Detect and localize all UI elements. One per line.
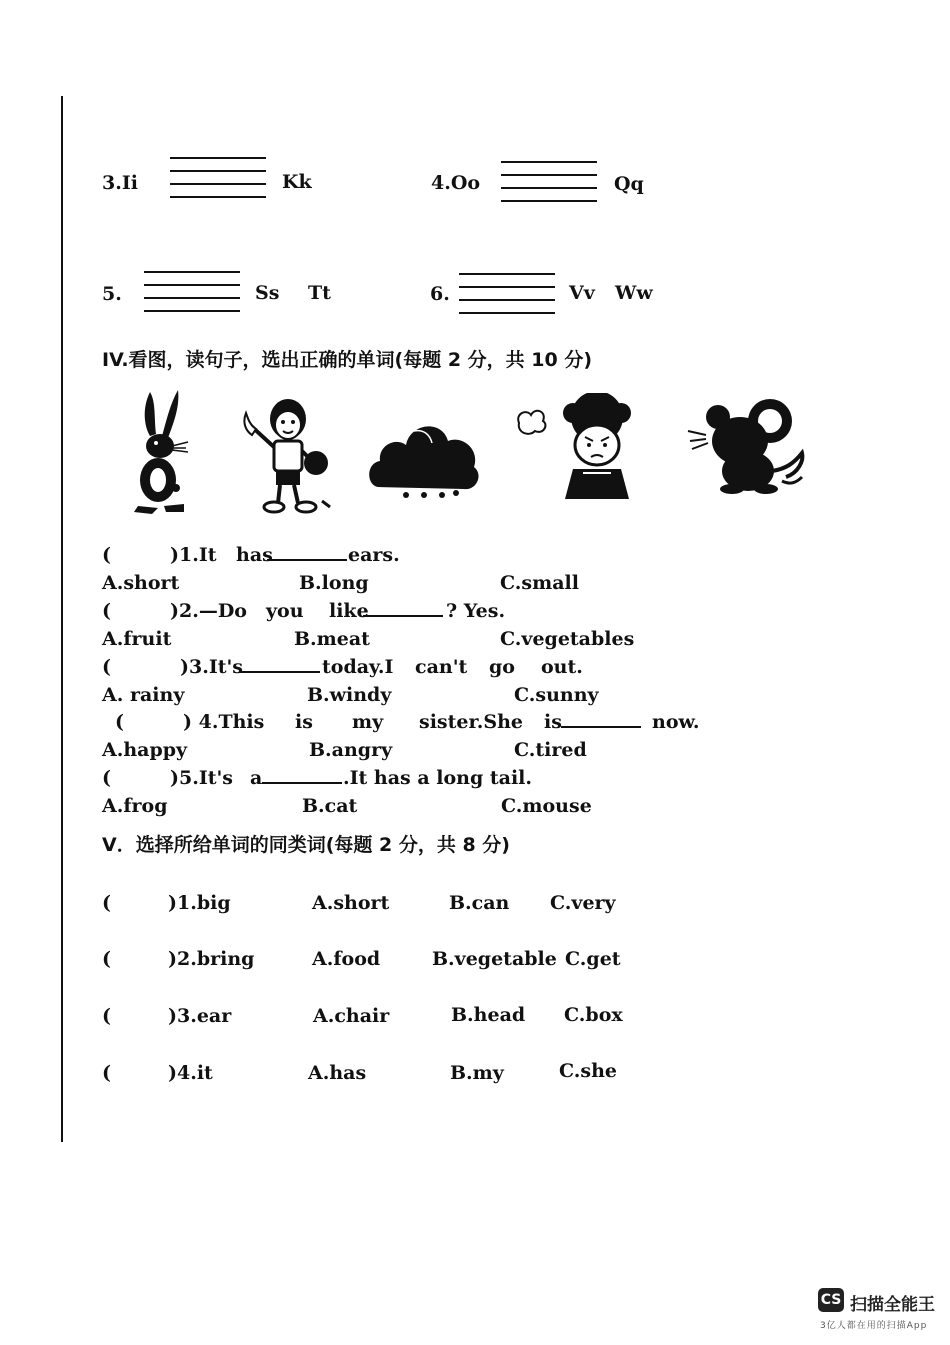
- s5-q3-option-a: A.chair: [313, 1005, 390, 1027]
- s5-q2-paren: (: [102, 948, 111, 970]
- watermark-app-name: 扫描全能王: [850, 1295, 935, 1315]
- letter-q5-number: 5.: [102, 283, 122, 305]
- letter-q3-after: Kk: [282, 171, 312, 193]
- s5-q3-word: )3.ear: [168, 1005, 232, 1027]
- s4-q1-option-b: B.long: [299, 572, 369, 594]
- s5-q1-option-b: B.can: [449, 892, 510, 914]
- s4-q4-word-my: my: [352, 711, 384, 733]
- s5-q3-option-c: C.box: [564, 1004, 623, 1026]
- letter-q5-after-1: Ss: [255, 282, 280, 304]
- s4-q5-word-a: a: [250, 767, 263, 789]
- angry-girl-picture: [513, 393, 637, 503]
- s4-q3-paren: (: [102, 656, 111, 678]
- s4-q1-stem: )1.It: [170, 544, 217, 566]
- letter-q6-after-1: Vv: [569, 282, 595, 304]
- s4-q2-word-yes: ? Yes.: [446, 600, 506, 622]
- writing-lines-q3: [170, 157, 266, 197]
- s5-q4-option-b: B.my: [450, 1062, 504, 1084]
- s4-q5-stem: )5.It's: [170, 767, 234, 789]
- s5-q2-option-a: A.food: [312, 948, 381, 970]
- s4-q3-word-out: out.: [541, 656, 583, 678]
- s4-q4-paren: (: [115, 711, 124, 733]
- s4-q2-option-b: B.meat: [294, 628, 370, 650]
- s5-q2-option-c: C.get: [565, 948, 621, 970]
- s5-q2-option-b: B.vegetable: [432, 948, 557, 970]
- s4-q5-blank[interactable]: [262, 781, 342, 784]
- s4-q3-stem: )3.It's: [180, 656, 244, 678]
- s4-q4-word-now: now.: [652, 711, 700, 733]
- writing-lines-q4: [501, 161, 597, 201]
- s5-q2-word: )2.bring: [168, 948, 255, 970]
- s4-q3-option-b: B.windy: [307, 684, 392, 706]
- s4-q1-option-a: A.short: [102, 572, 180, 594]
- s4-q4-word-sister: sister.She: [419, 711, 523, 733]
- cs-logo-icon: CS: [818, 1288, 844, 1312]
- mouse-picture: [686, 393, 806, 497]
- s5-q1-word: )1.big: [168, 892, 231, 914]
- writing-lines-q5: [144, 271, 240, 311]
- s5-q4-word: )4.it: [168, 1062, 213, 1084]
- s5-q4-option-a: A.has: [308, 1062, 367, 1084]
- s5-q1-option-a: A.short: [312, 892, 390, 914]
- s4-q2-blank[interactable]: [363, 614, 443, 617]
- watermark-tagline: 3亿人都在用的扫描App: [820, 1321, 928, 1331]
- s4-q4-stem: ) 4.This: [183, 711, 265, 733]
- s4-q3-option-c: C.sunny: [514, 684, 599, 706]
- letter-q4-after: Qq: [614, 173, 644, 195]
- s4-q3-blank[interactable]: [240, 670, 320, 673]
- letter-q5-after-2: Tt: [308, 282, 331, 304]
- s4-q4-option-b: B.angry: [309, 739, 393, 761]
- s5-q4-option-c: C.she: [559, 1060, 618, 1082]
- s4-q4-option-c: C.tired: [514, 739, 587, 761]
- s4-q5-option-b: B.cat: [302, 795, 358, 817]
- s4-q5-option-a: A.frog: [102, 795, 168, 817]
- s4-q2-word-you: you: [266, 600, 304, 622]
- s4-q4-blank[interactable]: [561, 725, 641, 728]
- s4-q1-blank[interactable]: [267, 558, 347, 561]
- s4-q2-stem: )2.—Do: [170, 600, 247, 622]
- s4-q5-paren: (: [102, 767, 111, 789]
- s4-q1-word-ears: ears.: [348, 544, 400, 566]
- s4-q2-paren: (: [102, 600, 111, 622]
- s4-q5-word-tail: .It has a long tail.: [343, 767, 532, 789]
- s4-q1-option-c: C.small: [500, 572, 579, 594]
- s4-q3-word-go: go: [489, 656, 515, 678]
- letter-q3-number: 3.Ii: [102, 172, 138, 194]
- s5-q3-option-b: B.head: [451, 1004, 526, 1026]
- letter-q6-number: 6.: [430, 283, 450, 305]
- s4-q4-word-is: is: [295, 711, 313, 733]
- s4-q2-word-like: like: [329, 600, 369, 622]
- rabbit-picture: [128, 388, 192, 518]
- letter-q6-after-2: Ww: [615, 282, 653, 304]
- s4-q3-option-a: A. rainy: [102, 684, 185, 706]
- girl-with-fruit-picture: [238, 395, 334, 515]
- s4-q4-option-a: A.happy: [102, 739, 188, 761]
- letter-q4-number: 4.Oo: [431, 172, 481, 194]
- section-4-title: IV.看图，读句子，选出正确的单词(每题 2 分，共 10 分): [102, 349, 593, 371]
- s5-q4-paren: (: [102, 1062, 111, 1084]
- s4-q4-word-is-2: is: [544, 711, 562, 733]
- s5-q1-option-c: C.very: [550, 892, 616, 914]
- s4-q3-word-cant: can't: [415, 656, 468, 678]
- s4-q5-option-c: C.mouse: [501, 795, 592, 817]
- cloud-picture: [366, 415, 482, 501]
- s4-q1-word-has: has: [236, 544, 273, 566]
- s4-q2-option-c: C.vegetables: [500, 628, 635, 650]
- margin-line: [61, 96, 63, 1142]
- s4-q2-option-a: A.fruit: [102, 628, 172, 650]
- s4-q1-paren: (: [102, 544, 111, 566]
- writing-lines-q6: [459, 273, 555, 313]
- s5-q1-paren: (: [102, 892, 111, 914]
- s4-q3-word-today: today.I: [322, 656, 394, 678]
- s5-q3-paren: (: [102, 1005, 111, 1027]
- section-5-title: V．选择所给单词的同类词(每题 2 分，共 8 分): [102, 834, 510, 856]
